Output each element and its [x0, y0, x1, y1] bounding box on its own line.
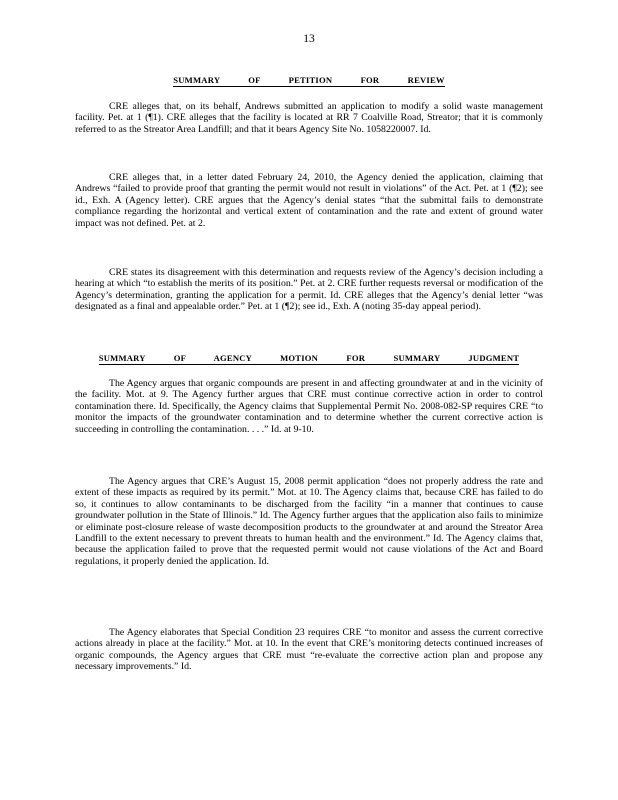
paragraph: The Agency argues that CRE’s August 15, 2008 permit application “does not properly address the rate and extent of these impacts as required by its permit.” Mot. at 10. The Agency claims that, because CRE has failed to do so, it continues to allow contaminants to be discharged from the facility “in a manner that continues to cause groundwater pollution in the State of Illinois.” Id. The Agency further argues that the application also fails to minimize or eliminate post-closure release of waste decomposition products to the groundwater at and around the Streator Area Landfill to the extent necessary to prevent threats to human health and the environment.” Id. The Agency claims that, because the application failed to prove that the requested permit would not cause violations of the Act and Board regulations, it properly denied the application. Id. — [75, 476, 543, 567]
paragraph: CRE states its disagreement with this determination and requests review of the Agency’s decision including a hearing at which “to establish the merits of its position.” Pet. at 2. CRE further requests reversal or modification of the Agency’s determination, granting the application for a permit. Id. CRE alleges that the Agency’s denial letter “was designated as a final and appealable order.” Pet. at 1 (¶2); see id., Exh. A (noting 35-day appeal period). — [75, 267, 543, 313]
paragraph: The Agency elaborates that Special Condition 23 requires CRE “to monitor and assess the current corrective actions already in place at the facility.” Mot. at 10. In the event that CRE’s monitoring detects continued increases of organic compounds, the Agency argues that CRE must “re-evaluate the corrective action plan and propose any necessary improvements.” Id. — [75, 627, 543, 673]
paragraph: CRE alleges that, in a letter dated February 24, 2010, the Agency denied the application, claiming that Andrews “failed to provide proof that granting the permit would not result in violations” of the Act. Pet. at 1 (¶2); see id., Exh. A (Agency letter). CRE argues that the Agency’s denial states “that the submittal fails to demonstrate compliance regarding the horizontal and vertical extent of contamination and the rate and extent of ground water impact was not defined. Pet. at 2. — [75, 172, 543, 229]
paragraph: The Agency argues that organic compounds are present in and affecting groundwater at and in the vicinity of the facility. Mot. at 9. The Agency further argues that CRE must continue corrective action in order to control contamination there. Id. Specifically, the Agency claims that Supplemental Permit No. 2008-082-SP requires CRE “to monitor the impacts of the groundwater contamination and to determine whether the current corrective action is succeeding in controlling the contamination. . . .” Id. at 9-10. — [75, 378, 543, 435]
paragraph: CRE alleges that, on its behalf, Andrews submitted an application to modify a solid waste management facility. Pet. at 1 (¶1). CRE alleges that the facility is located at RR 7 Coalville Road, Streator; that it is commonly referred to as the Streator Area Landfill; and that it bears Agency Site No. 1058220007. Id. — [75, 101, 543, 135]
section-heading-petition-summary — [0, 75, 618, 85]
section-heading-text: SUMMARY OF PETITION FOR REVIEW — [173, 75, 445, 85]
section-heading-motion-summary — [0, 353, 618, 363]
section-heading-text: SUMMARY OF AGENCY MOTION FOR SUMMARY JUDGMENT — [98, 353, 520, 363]
page-number: 13 — [303, 33, 315, 45]
